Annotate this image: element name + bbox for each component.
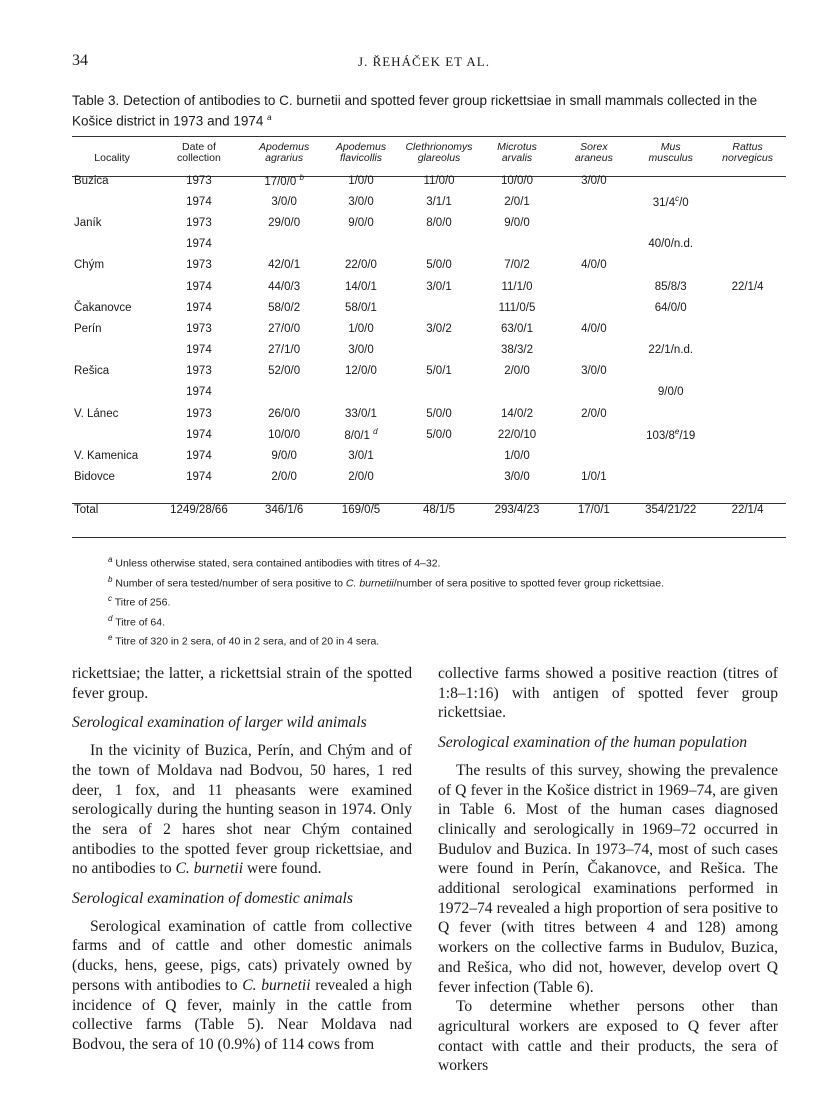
table-cell: Janík: [74, 216, 102, 229]
table-cell: [323, 382, 400, 403]
table-footnotes: [108, 552, 788, 650]
footnote: $^c$ Titre of 256.: [108, 594, 171, 609]
table-cell: [709, 424, 786, 445]
table-cell: [709, 467, 786, 488]
column-header: Microtus arvalis: [497, 141, 537, 164]
table-cell: 293/4/23: [494, 503, 540, 516]
footnote: $^e$ Titre of 320 in 2 sera, of 40 in 2 sera, and of 20 in 4 sera.: [108, 633, 380, 648]
table-cell: 1974: [186, 471, 212, 484]
table-cell: 22/1/4: [731, 503, 764, 516]
table-cell: 64/0/0: [654, 301, 687, 314]
table-row: [72, 445, 786, 466]
table-cell: 1974: [186, 301, 212, 314]
table-cell: 3/0/0: [348, 195, 374, 208]
column-header: Apodemus agrarius: [259, 141, 310, 164]
table-cell: [399, 445, 478, 466]
table-row: [72, 297, 786, 318]
table-cell: [709, 340, 786, 361]
table-cell: 14/0/2: [501, 407, 533, 420]
table-cell: V. Kamenica: [74, 450, 139, 463]
table-cell: 27/0/0: [268, 322, 301, 335]
table-cell: 3/1/1: [426, 195, 452, 208]
table-cell: [72, 424, 152, 445]
table-cell: [555, 382, 632, 403]
table-cell: 3/0/0: [271, 195, 297, 208]
table-cell: 22/1/4: [731, 280, 764, 293]
table-cell: 26/0/0: [268, 407, 301, 420]
table-cell: [632, 467, 709, 488]
table-header-row: [72, 140, 786, 170]
table-cell: 58/0/1: [344, 301, 377, 314]
table-cell: 27/1/0: [268, 344, 301, 357]
column-header: Rattus norvegicus: [722, 141, 773, 164]
table-cell: 52/0/0: [268, 365, 301, 378]
table-cell: [555, 212, 632, 233]
table-cell: 11/0/0: [423, 174, 455, 187]
table-cell: 1974: [186, 450, 212, 463]
table-cell: 29/0/0: [268, 216, 301, 229]
table-cell: 9/0/0: [657, 386, 684, 399]
table-cell: 103/8e/19: [646, 427, 696, 443]
right-text-column: [438, 664, 778, 1076]
table-cell: 5/0/1: [426, 365, 452, 378]
table-row: [72, 276, 786, 297]
paragraph: The results of this survey, showing the prevalence of Q fever in the Košice district in 1969–74, are given in Table 6. Most of the human cases diagnosed clinically and serologically in 1969–72 occurred in Budulov and Buzica. In 1973–74, most of such cases were found in Perín, Čakanovce, and Rešica. The additional serological examinations performed in 1972–74 revealed a high proportion of sera positive to Q fever (with titres between 4 and 128) among workers on the collective farms in Budulov, Buzica, and Rešica, who did not, however, develop overt Q fever infection (Table 6).: [438, 761, 778, 996]
column-header: Date of collection: [177, 141, 221, 164]
table-cell: [632, 445, 709, 466]
table-cell: [709, 212, 786, 233]
table-cell: Total: [74, 503, 99, 516]
table-cell: 2/0/0: [348, 471, 374, 484]
table-cell: 12/0/0: [344, 365, 377, 378]
table-row: [72, 170, 786, 191]
table-cell: [246, 382, 323, 403]
table-cell: [632, 212, 709, 233]
table-cell: [399, 382, 478, 403]
table-cell: 3/0/1: [426, 280, 452, 293]
table-cell: 48/1/5: [423, 503, 455, 516]
table-cell: 22/0/10: [497, 428, 537, 441]
table-cell: 33/0/1: [344, 407, 377, 420]
section-heading: Serological examination of larger wild animals: [72, 714, 367, 732]
table-cell: Čakanovce: [74, 301, 132, 314]
table-cell: [72, 382, 152, 403]
footnote: $^b$ Number of sera tested/number of sera positive to C. burnetii/number of sera positive to spotted fever group rickettsiae.: [108, 574, 664, 589]
table-row: [72, 382, 786, 403]
table-cell: 1973: [186, 365, 212, 378]
table-cell: 1/0/0: [348, 174, 374, 187]
table-cell: 1974: [186, 428, 212, 441]
table-caption-text: Detection of antibodies to C. burnetii and spotted fever group rickettsiae in small mammals collected in the Košice district in 1973 and 1974: [72, 93, 758, 129]
table-cell: 9/0/0: [348, 216, 374, 229]
table-cell: [632, 403, 709, 424]
section-heading: Serological examination of domestic animals: [72, 890, 353, 908]
antibody-table: [72, 140, 786, 524]
table-cell: [399, 340, 478, 361]
paragraph: collective farms showed a positive reaction (titres of 1:8–1:16) with antigen of spotted fever group rickettsiae.: [438, 665, 778, 722]
table-cell: [632, 170, 709, 191]
table-cell: 7/0/2: [504, 259, 530, 272]
table-cell: Bidovce: [74, 471, 115, 484]
table-cell: [709, 234, 786, 255]
table-cell: 1973: [186, 174, 212, 187]
table-cell: [709, 318, 786, 339]
table-cell: Rešica: [74, 365, 110, 378]
table-cell: [632, 361, 709, 382]
table-cell: 2/0/1: [504, 195, 530, 208]
table-cell: Chým: [74, 259, 105, 272]
table-cell: 169/0/5: [341, 503, 381, 516]
table-cell: 1973: [186, 407, 212, 420]
table-cell: 354/21/22: [645, 503, 697, 516]
table-cell: 1974: [186, 344, 212, 357]
table-cell: [555, 340, 632, 361]
column-header: Sorex araneus: [574, 141, 613, 164]
table-cell: 5/0/0: [426, 407, 452, 420]
paragraph: In the vicinity of Buzica, Perín, and Chým and of the town of Moldava nad Bodvou, 50 hares, 1 red deer, 1 fox, and 11 pheasants were examined serologically during the hunting season in 1974. Only the sera of 2 hares shot near Chým contained antibodies to the spotted fever group rickettsiae, and no antibodies to C. burnetii were found.: [72, 742, 412, 878]
table-cell: 9/0/0: [504, 216, 530, 229]
table-caption-mark: a: [267, 113, 272, 122]
table-cell: 9/0/0: [271, 450, 297, 463]
table-bottom-rule: [72, 537, 786, 538]
table-cell: [555, 234, 632, 255]
table-cell: 1974: [186, 195, 212, 208]
table-cell: 22/0/0: [344, 259, 377, 272]
table-cell: [479, 382, 556, 403]
table-row: [72, 191, 786, 212]
table-row: [72, 424, 786, 445]
table-cell: [632, 255, 709, 276]
table-cell: V. Lánec: [74, 407, 119, 420]
table-cell: 85/8/3: [654, 280, 687, 293]
table-row: [72, 467, 786, 488]
table-cell: [479, 234, 556, 255]
table-caption: [72, 92, 786, 130]
table-cell: 1/0/1: [581, 471, 607, 484]
table-cell: 38/3/2: [501, 344, 533, 357]
table-cell: 2/0/0: [271, 471, 297, 484]
table-cell: 5/0/0: [426, 428, 452, 441]
table-cell: 10/0/0: [268, 428, 301, 441]
table-cell: [709, 297, 786, 318]
table-row: [72, 403, 786, 424]
table-cell: [72, 340, 152, 361]
table-cell: 1973: [186, 322, 212, 335]
table-cell: [709, 403, 786, 424]
table-cell: 4/0/0: [581, 259, 607, 272]
table-row: [72, 255, 786, 276]
table-cell: [555, 424, 632, 445]
table-cell: [72, 276, 152, 297]
table-cell: 1249/28/66: [170, 503, 228, 516]
table-label: Table 3.: [72, 93, 120, 108]
table-cell: 8/0/0: [426, 216, 452, 229]
table-row: [72, 234, 786, 255]
table-cell: 3/0/0: [348, 344, 374, 357]
table-cell: 346/1/6: [264, 503, 304, 516]
table-cell: [709, 191, 786, 212]
page-number: 34: [72, 52, 88, 69]
table-cell: [399, 297, 478, 318]
table-cell: 5/0/0: [426, 259, 452, 272]
column-header: Mus musculus: [648, 141, 693, 164]
table-cell: 3/0/0: [581, 174, 607, 187]
footnote: $^d$ Titre of 64.: [108, 613, 165, 628]
column-header: Clethrionomys glareolus: [405, 141, 473, 164]
table-cell: [323, 234, 400, 255]
table-cell: 31/4$^c$/0: [652, 194, 689, 210]
table-cell: 1974: [186, 238, 212, 251]
table-cell: 4/0/0: [581, 322, 607, 335]
table-cell: 1974: [186, 280, 212, 293]
table-cell: [246, 234, 323, 255]
table-cell: 1973: [186, 259, 212, 272]
table-row: [72, 212, 786, 233]
table-cell: [555, 445, 632, 466]
table-cell: 17/0/1: [577, 503, 610, 516]
footnote: $^a$ Unless otherwise stated, sera contained antibodies with titres of 4–32.: [108, 555, 441, 570]
table-cell: [72, 191, 152, 212]
table-cell: [555, 276, 632, 297]
table-cell: 58/0/2: [268, 301, 301, 314]
table-cell: [555, 297, 632, 318]
column-header: Apodemus flavicollis: [335, 141, 387, 164]
table-cell: [709, 255, 786, 276]
table-cell: 40/0/n.d.: [648, 238, 694, 251]
table-cell: 3/0/1: [348, 450, 374, 463]
table-cell: Perín: [74, 322, 102, 335]
table-cell: 1974: [186, 386, 212, 399]
table-cell: [632, 318, 709, 339]
table-row: [72, 340, 786, 361]
total-row: [72, 488, 786, 524]
table-cell: 42/0/1: [268, 259, 301, 272]
page-header: [72, 52, 776, 76]
table-cell: 1/0/0: [348, 322, 374, 335]
table-cell: [709, 382, 786, 403]
table-cell: 1/0/0: [504, 450, 530, 463]
paragraph: To determine whether persons other than agricultural workers are exposed to Q fever after contact with cattle and their products, the sera of workers: [438, 998, 778, 1075]
table-cell: [399, 234, 478, 255]
table-cell: [709, 445, 786, 466]
paragraph: Serological examination of cattle from collective farms and of cattle and other domestic animals (ducks, hens, geese, pigs, cats) privately owned by persons with antibodies to C. burnetii revealed a high incidence of Q fever, mainly in the cattle from collective farms (Table 5). Near Moldava nad Bodvou, the sera of 10 (0.9%) of 114 cows from: [72, 917, 413, 1053]
running-title: J. ŘEHÁČEK ET AL.: [358, 54, 490, 69]
column-header: Locality: [94, 152, 130, 164]
left-text-column: [72, 664, 412, 1055]
table-cell: 17/0/0 $^b$: [264, 173, 304, 188]
table-cell: 44/0/3: [268, 280, 301, 293]
table-cell: 3/0/0: [504, 471, 530, 484]
table-cell: 63/0/1: [501, 322, 533, 335]
table-cell: [399, 467, 478, 488]
table-cell: [72, 234, 152, 255]
table-cell: 8/0/1 $^d$: [344, 427, 378, 443]
table-cell: 10/0/0: [501, 174, 533, 187]
table-cell: 11/1/0: [501, 280, 533, 293]
table-cell: 111/0/5: [498, 301, 536, 314]
paragraph: rickettsiae; the latter, a rickettsial strain of the spotted fever group.: [72, 665, 412, 702]
table-cell: [555, 191, 632, 212]
table-cell: 14/0/1: [344, 280, 377, 293]
table-row: [72, 361, 786, 382]
table-cell: 3/0/2: [426, 322, 452, 335]
table-cell: 2/0/0: [581, 407, 607, 420]
table-cell: [709, 170, 786, 191]
table-cell: 3/0/0: [581, 365, 607, 378]
table-top-rule: [72, 136, 786, 137]
table-cell: Buzica: [74, 174, 109, 187]
table-row: [72, 318, 786, 339]
table-cell: 2/0/0: [504, 365, 530, 378]
table-cell: 1973: [186, 216, 212, 229]
table-cell: [709, 361, 786, 382]
section-heading: Serological examination of the human population: [438, 734, 748, 752]
table-cell: 22/1/n.d.: [648, 344, 694, 357]
